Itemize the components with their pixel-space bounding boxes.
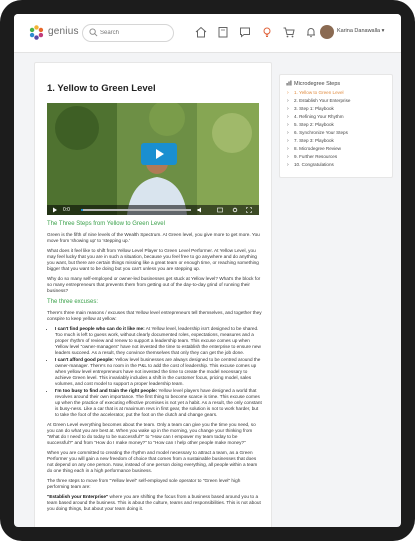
list-item <box>55 357 263 387</box>
sidebar-item-label: 8. Microdegree Review <box>294 146 341 151</box>
steps-panel-header <box>286 80 340 87</box>
excuse-text: At Yellow level, leadership isn't designed to be shared. Too much is left to guess work, without clearly documented roles, expectations, measures and a proper rhythm of review and renew to support a leadership team. This excuse comes up when Yellow level "owner-managers" have not invested the time to establish the enterprise to ensure new leaders succeed. As a result, they convince themselves that only they can get the job done. <box>55 326 261 355</box>
sidebar-item-step-4[interactable] <box>286 113 350 121</box>
chevron-right-icon: › <box>287 98 289 104</box>
chevron-right-icon: › <box>287 90 289 96</box>
sidebar-item-step-5[interactable] <box>286 121 350 129</box>
sidebar-item-label: 2. Establish Your Enterprise <box>294 98 351 103</box>
sidebar-item-label: 10. Congratulations <box>294 162 334 167</box>
step-title: "Establish your Enterprise" <box>47 494 109 499</box>
page-title: 1. Yellow to Green Level <box>47 83 156 94</box>
chevron-right-icon: › <box>287 130 289 136</box>
excuses-intro: There's three main reasons / excuses that Yellow level entrepreneurs tell themselves, and together they conspire to keep yellow at yellow: <box>47 310 262 321</box>
genius-logo-icon[interactable] <box>28 24 45 41</box>
video-player[interactable] <box>47 103 259 215</box>
steps-panel-title: Microdegree Steps <box>294 81 341 87</box>
excuse-title: I can't afford good people: <box>55 357 114 362</box>
article-paragraph: At Green Level everything becomes about the team. Only a team can give you the time you need, so you can do what you are best at. When you wake up in the morning, you change your thinking from "What do I need to do today to be successful?" to "How can I empower my team today to be successful?" and from "How do I make money?" to "How can I help other people make money?" <box>47 422 256 445</box>
article-paragraph: The three steps to move from "Yellow level" self-employed sole operator to "Green level" high performing team are: <box>47 478 241 489</box>
play-small-icon[interactable] <box>52 207 58 213</box>
sidebar-item-step-2[interactable] <box>286 97 350 105</box>
steps-list <box>286 89 350 169</box>
lightbulb-icon[interactable] <box>260 25 274 39</box>
chevron-right-icon: › <box>287 138 289 144</box>
excuse-text: Yellow level businesses are always designed to be centred around the owner-manager. There's no room in the P&L to add the cost of leadership. This excuse comes up when yellow level entrepreneurs have not invested the time to create the model necessary to achieve Green level. This invariably includes a shift in the customer focus, pricing model, sales volumes, and cost model to support a proper leadership team. <box>55 357 261 386</box>
user-menu[interactable]: Karina Danawalla ▾ <box>337 28 385 34</box>
sidebar-item-step-10[interactable] <box>286 161 350 169</box>
chevron-right-icon: › <box>287 106 289 112</box>
sidebar-item-step-8[interactable] <box>286 145 350 153</box>
chevron-right-icon: › <box>287 122 289 128</box>
play-icon <box>141 143 177 165</box>
book-icon[interactable] <box>216 25 230 39</box>
excuses-list <box>47 326 263 418</box>
article-paragraph <box>47 494 263 512</box>
avatar[interactable] <box>320 25 334 39</box>
home-icon[interactable] <box>194 25 208 39</box>
top-navigation-bar <box>14 14 401 53</box>
sidebar-item-step-1[interactable] <box>286 89 350 97</box>
excuses-heading: The three excuses: <box>47 299 99 305</box>
sidebar-item-step-9[interactable] <box>286 153 350 161</box>
chevron-right-icon: › <box>287 146 289 152</box>
article-subheading: The Three Steps from Yellow to Green Level <box>47 221 165 227</box>
sidebar-item-label: 6. Synchronize Your Steps <box>294 130 348 135</box>
sidebar-item-step-6[interactable] <box>286 129 350 137</box>
article-paragraph: What does it feel like to shift from Yellow Level Player to Green Level Performer. At Yellow Level, you may feel lucky that you are in such a situation, because you feel free to go anywhere and do anything you want, but there are certain things missing like a great team or enough time, or reaching something bigger that you want to be doing but you can't unless you are stepping up. <box>47 248 259 271</box>
search-input[interactable] <box>100 27 168 38</box>
step-text: where you are shifting the focus from a business based around you to a team based around the business. This is about the culture, teams and responsibilities. This is not about you doing things, but about your team doing it. <box>47 494 261 511</box>
volume-icon[interactable] <box>197 207 203 213</box>
bell-icon[interactable] <box>304 25 318 39</box>
article-paragraph: When you are committed to creating the rhythm and model necessary to attract a team, as a Green Performer you will gain a new freedom of choice that comes from a sustainable businesses that does not depend on any one person. Now, instead of one person doing everything, all people within a team do one thing each in a high performance business. <box>47 450 258 473</box>
settings-gear-icon[interactable] <box>232 207 238 213</box>
lesson-content-card <box>34 62 272 527</box>
excuse-title: I'm too busy to find and train the right people: <box>55 388 158 393</box>
chevron-right-icon: › <box>287 154 289 160</box>
video-progress-bar[interactable] <box>81 209 191 211</box>
excuse-title: I can't find people who can do it like me: <box>55 326 145 331</box>
article-paragraph: Green is the fifth of nine levels of the Wealth Spectrum. At Green level, you give more to get more. You move from 'showing up' to 'stepping up.' <box>47 232 260 243</box>
cart-icon[interactable] <box>282 25 296 39</box>
lesson-article <box>47 220 263 516</box>
list-item <box>55 388 263 418</box>
sidebar-item-step-7[interactable] <box>286 137 350 145</box>
sidebar-item-label: 5. Step 2: Playbook <box>294 122 334 127</box>
video-time: 0:0 <box>63 207 70 213</box>
brand-name: genius <box>48 26 79 37</box>
app-screen <box>14 14 401 527</box>
captions-icon[interactable] <box>217 207 223 213</box>
sidebar-item-label: 3. Step 1: Playbook <box>294 106 334 111</box>
sidebar-item-label: 9. Further Resources <box>294 154 338 159</box>
chat-icon[interactable] <box>238 25 252 39</box>
fullscreen-icon[interactable] <box>246 207 252 213</box>
sidebar-item-step-3[interactable] <box>286 105 350 113</box>
sidebar-item-label: 4. Refining Your Rhythm <box>294 114 344 119</box>
article-paragraph: Why do so many self-employed or owner-led businesses get stuck at Yellow level? What's the block for so many entrepreneurs that prevents them from getting out of the day-to-day grind of running their business? <box>47 276 261 293</box>
video-progress-fill <box>81 209 83 211</box>
play-button[interactable] <box>141 143 177 165</box>
bar-chart-icon <box>286 80 292 86</box>
video-controls <box>47 205 259 215</box>
sidebar-item-label: 7. Step 3: Playbook <box>294 138 334 143</box>
microdegree-steps-panel <box>279 74 393 178</box>
search-box[interactable] <box>82 24 174 42</box>
excuse-text: Yellow level players have designed a world that revolves around their own importance. The first thing to become scarce is time. This excuse comes up when the practice of executing effective promises is not yet a habit. As a result, the only constant is busy-ness. Like a car that is at maximum revs in first gear, the solution is not to work harder, but to take the foot of the accelerator, put the foot on the clutch and change gears. <box>55 388 262 417</box>
sidebar-item-label: 1. Yellow to Green Level <box>294 90 344 95</box>
chevron-right-icon: › <box>287 114 289 120</box>
search-icon <box>89 28 98 37</box>
chevron-right-icon: › <box>287 162 289 168</box>
list-item <box>55 326 263 356</box>
